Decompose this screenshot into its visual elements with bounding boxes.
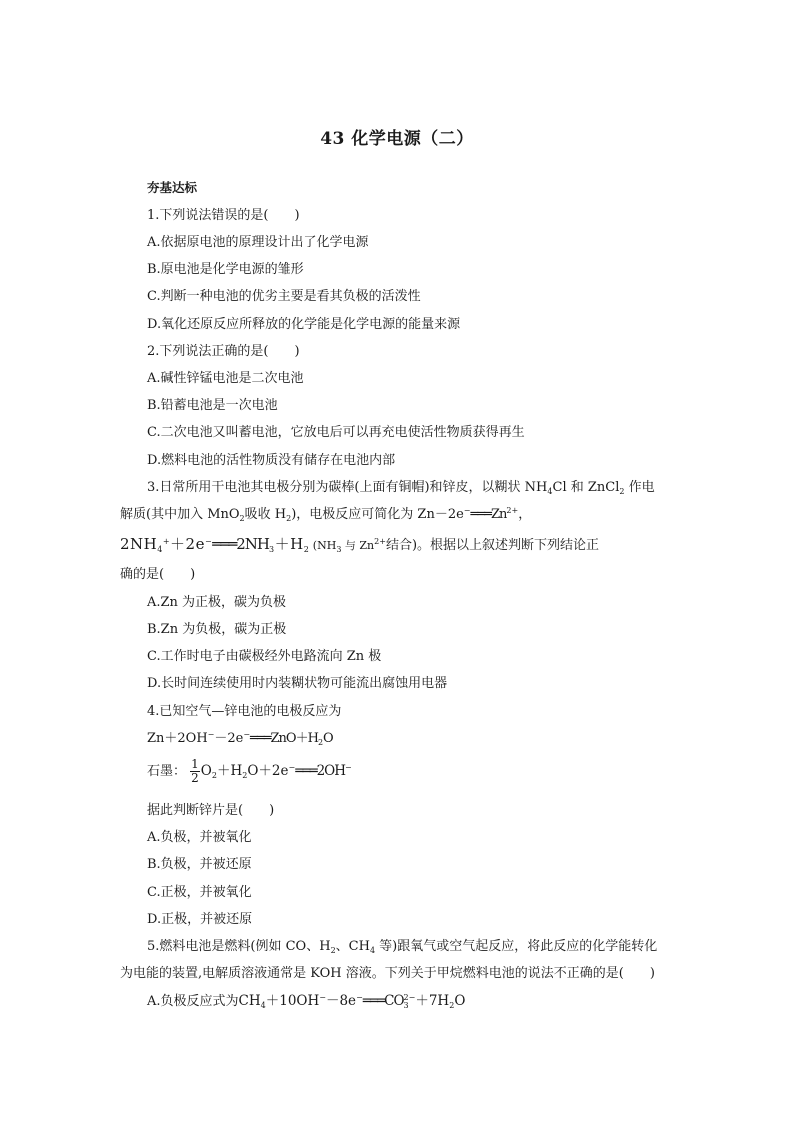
q4-option-c: C.正极，并被氧化	[147, 885, 252, 900]
q3-stem-line1: 3.日常所用干电池其电极分别为碳棒(上面有铜帽)和锌皮，以糊状 $NH_4Cl$ 和 ZnCl$_2$ 作电	[147, 480, 655, 496]
q5-option-a: A.负极反应式为$CH_4+10OH^--8e^-═══CO$ 2− 3 $+7H_2O$	[147, 992, 466, 1010]
fraction-one-half: $\frac{1}{2}$	[191, 757, 199, 785]
q4-question: 据此判断锌片是( )	[147, 803, 275, 818]
q5-stem-line1: 5.燃料电池是燃料(例如 CO、$H_2$、$CH_4$ 等)跟氧气或空气起反应，将此反应的化学能转化	[147, 939, 658, 955]
q4-option-b: B.负极，并被还原	[147, 857, 252, 872]
q4-option-d: D.正极，并被还原	[147, 912, 253, 927]
q3-option-c: C.工作时电子由碳极经外电路流向 Zn 极	[147, 649, 382, 664]
q3-option-b: B.Zn 为负极，碳为正极	[147, 622, 287, 637]
q5-option-a-equation: $CH_4+10OH^--8e^-═══CO$ 2− 3 $+7H_2O$	[238, 992, 466, 1010]
q2-option-b: B.铅蓄电池是一次电池	[147, 398, 278, 413]
q3-option-d: D.长时间连续使用时内装糊状物可能流出腐蚀用电器	[147, 676, 448, 691]
q4-equation-graphite: 石墨： $\frac{1}{2}$ $O_2+H_2O+2e^-═══2OH^-$	[147, 757, 352, 785]
q2-option-a: A.碱性锌锰电池是二次电池	[147, 371, 304, 386]
q3-equation-line: $2NH_4^++2e^-═══2NH_3+H_2$ ($NH_3$ 与 $Zn^{2+}$结合)。根据以上叙述判断下列结论正	[120, 535, 600, 554]
q3-stem-line4: 确的是( )	[120, 567, 196, 582]
q3-equation: $2NH_4^++2e^-═══2NH_3+H_2$	[120, 535, 310, 554]
q4-option-a: A.负极，并被氧化	[147, 830, 252, 845]
q1-option-a: A.依据原电池的原理设计出了化学电源	[147, 235, 369, 250]
q2-stem: 2.下列说法正确的是( )	[147, 344, 300, 359]
q2-option-d: D.燃料电池的活性物质没有储存在电池内部	[147, 453, 396, 468]
section-heading: 夯基达标	[147, 180, 198, 195]
q1-option-c: C.判断一种电池的优劣主要是看其负极的活泼性	[147, 289, 421, 304]
q2-option-c: C.二次电池又叫蓄电池，它放电后可以再充电使活性物质获得再生	[147, 425, 525, 440]
q4-equation-zinc: $Zn+2OH^--2e^-═══ZnO+H_2O$	[147, 730, 334, 747]
q5-stem-line2: 为电能的装置,电解质溶液通常是 KOH 溶液。下列关于甲烷燃料电池的说法不正确的是( )	[120, 966, 655, 981]
q1-stem: 1.下列说法错误的是( )	[147, 208, 300, 223]
q3-option-a: A.Zn 为正极，碳为负极	[147, 595, 287, 610]
q4-stem: 4.已知空气—锌电池的电极反应为	[147, 704, 342, 719]
q3-stem-line2: 解质(其中加入 MnO$_2$吸收 $H_2$)，电极反应可简化为 $Zn-2e^-═══Zn^{2+}$，	[120, 506, 532, 523]
q1-option-d: D.氧化还原反应所释放的化学能是化学电源的能量来源	[147, 317, 461, 332]
q1-option-b: B.原电池是化学电源的雏形	[147, 262, 304, 277]
page-title: 43 化学电源（二）	[320, 129, 474, 149]
